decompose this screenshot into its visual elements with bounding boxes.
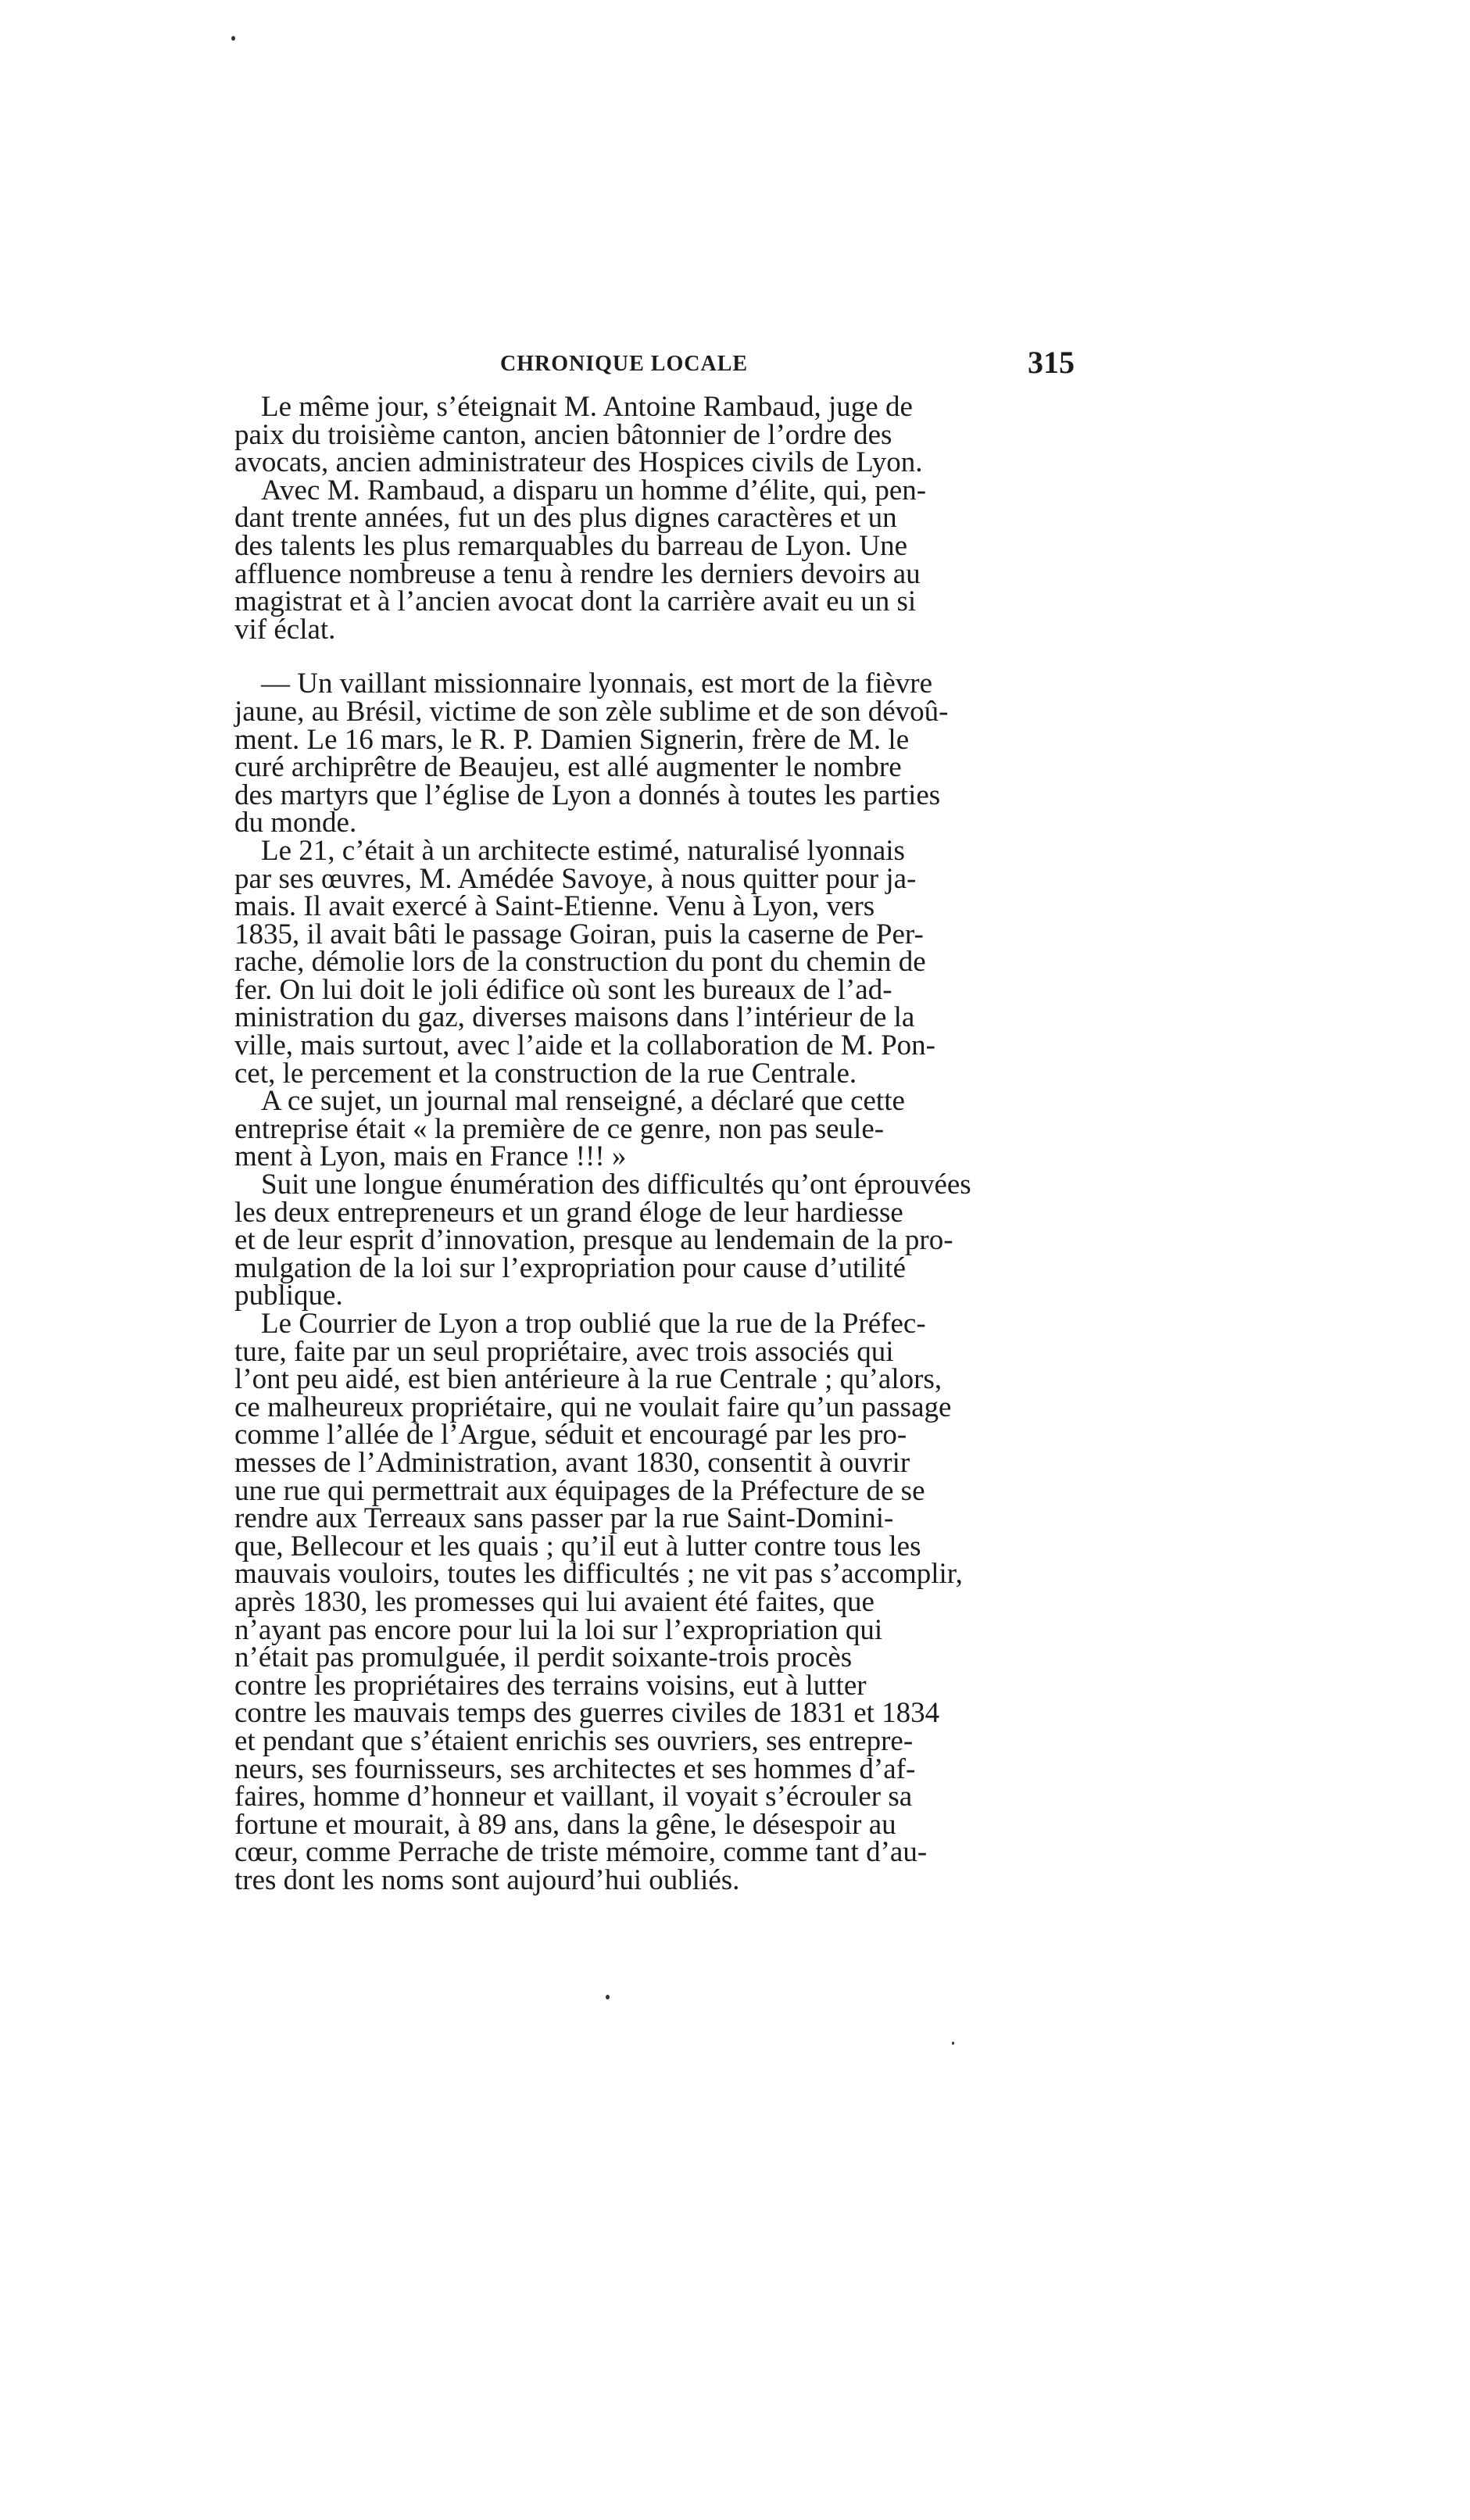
text-line: fortune et mourait, à 89 ans, dans la gêne, le désespoir au	[234, 1808, 896, 1841]
text-line: que, Bellecour et les quais ; qu’il eut à lutter contre tous les	[234, 1530, 921, 1562]
text-line: fer. On lui doit le joli édifice où sont les bureaux de l’ad-	[234, 973, 892, 1006]
paragraph	[234, 393, 1075, 477]
text-line: curé archiprêtre de Beaujeu, est allé augmenter le nombre	[234, 751, 902, 784]
paragraph-gap	[234, 643, 1075, 670]
paragraph	[234, 474, 1075, 646]
text-line: par ses œuvres, M. Amédée Savoye, à nous quitter pour ja-	[234, 862, 917, 895]
text-line: comme l’allée de l’Argue, séduit et encouragé par les pro-	[234, 1419, 907, 1452]
text-line: Le Courrier de Lyon a trop oublié que la rue de la Préfec-	[261, 1308, 926, 1340]
text-line: Le 21, c’était à un architecte estimé, naturalisé lyonnais	[261, 834, 905, 867]
text-line: après 1830, les promesses qui lui avaient été faites, que	[234, 1585, 874, 1618]
scan-speck	[231, 36, 235, 41]
text-line: une rue qui permettrait aux équipages de la Préfecture de se	[234, 1474, 925, 1507]
paragraph	[234, 1087, 1075, 1171]
paragraph	[234, 834, 1075, 1090]
paragraph	[234, 670, 1075, 837]
page-number: 315	[1028, 345, 1075, 380]
text-line: mais. Il avait exercé à Saint-Etienne. Venu à Lyon, vers	[234, 890, 875, 923]
text-line: Le même jour, s’éteignait M. Antoine Rambaud, juge de	[261, 391, 913, 423]
text-line: l’ont peu aidé, est bien antérieure à la rue Centrale ; qu’alors,	[234, 1363, 942, 1396]
scan-speck	[606, 1995, 610, 1999]
text-line: des martyrs que l’église de Lyon a donnés à toutes les parties	[234, 779, 941, 811]
text-line: Suit une longue énumération des difficultés qu’ont éprouvées	[261, 1169, 971, 1201]
text-line: et pendant que s’étaient enrichis ses ouvriers, ses entrepre-	[234, 1724, 914, 1757]
running-title: CHRONIQUE LOCALE	[500, 352, 749, 376]
text-line: rendre aux Terreaux sans passer par la rue Saint-Domini-	[234, 1502, 894, 1535]
text-line: faires, homme d’honneur et vaillant, il voyait s’écrouler sa	[234, 1781, 913, 1813]
text-line: dant trente années, fut un des plus dignes caractères et un	[234, 502, 897, 535]
text-line: avocats, ancien administrateur des Hospices civils de Lyon.	[234, 446, 923, 479]
text-line: ment. Le 16 mars, le R. P. Damien Signerin, frère de M. le	[234, 723, 910, 756]
text-line: entreprise était « la première de ce genre, non pas seule-	[234, 1112, 885, 1145]
text-line: publique.	[234, 1280, 343, 1312]
text-line: les deux entrepreneurs et un grand éloge de leur hardiesse	[234, 1196, 903, 1229]
text-line: cœur, comme Perrache de triste mémoire, comme tant d’au-	[234, 1836, 928, 1869]
text-line: vif éclat.	[234, 613, 336, 646]
text-line: ment à Lyon, mais en France !!! »	[234, 1140, 627, 1173]
text-line: cet, le percement et la construction de la rue Centrale.	[234, 1057, 857, 1090]
text-line: mauvais vouloirs, toutes les difficultés ; ne vit pas s’accomplir,	[234, 1558, 963, 1591]
text-line: ville, mais surtout, avec l’aide et la collaboration de M. Pon-	[234, 1029, 935, 1062]
text-line: et de leur esprit d’innovation, presque au lendemain de la pro-	[234, 1224, 953, 1257]
paragraph	[234, 1171, 1075, 1310]
text-line: ture, faite par un seul propriétaire, avec trois associés qui	[234, 1335, 894, 1368]
text-line: tres dont les noms sont aujourd’hui oubliés.	[234, 1863, 740, 1896]
text-line: paix du troisième canton, ancien bâtonnier de l’ordre des	[234, 418, 892, 451]
article-body	[234, 393, 1075, 1894]
text-line: n’ayant pas encore pour lui la loi sur l’expropriation qui	[234, 1613, 883, 1646]
text-line: mulgation de la loi sur l’expropriation pour cause d’utilité	[234, 1251, 907, 1284]
text-line: — Un vaillant missionnaire lyonnais, est mort de la fièvre	[261, 668, 933, 700]
text-line: messes de l’Administration, avant 1830, consentit à ouvrir	[234, 1446, 910, 1479]
text-line: neurs, ses fournisseurs, ses architectes et ses hommes d’af-	[234, 1752, 916, 1785]
text-line: des talents les plus remarquables du barreau de Lyon. Une	[234, 529, 908, 562]
text-line: rache, démolie lors de la construction du pont du chemin de	[234, 946, 926, 979]
text-line: n’était pas promulguée, il perdit soixante-trois procès	[234, 1641, 853, 1674]
text-line: du monde.	[234, 807, 357, 839]
text-line: contre les propriétaires des terrains voisins, eut à lutter	[234, 1669, 867, 1702]
text-line: contre les mauvais temps des guerres civiles de 1831 et 1834	[234, 1697, 940, 1730]
scan-speck	[952, 2042, 954, 2045]
text-line: A ce sujet, un journal mal renseigné, a déclaré que cette	[261, 1085, 905, 1118]
paragraph	[234, 1310, 1075, 1894]
text-line: ce malheureux propriétaire, qui ne voulait faire qu’un passage	[234, 1391, 952, 1423]
text-line: jaune, au Brésil, victime de son zèle sublime et de son dévoû-	[234, 695, 949, 728]
text-line: ministration du gaz, diverses maisons dans l’intérieur de la	[234, 1001, 915, 1034]
running-head	[234, 344, 1075, 391]
text-line: affluence nombreuse a tenu à rendre les derniers devoirs au	[234, 557, 921, 590]
text-line: 1835, il avait bâti le passage Goiran, puis la caserne de Per-	[234, 918, 924, 950]
text-line: magistrat et à l’ancien avocat dont la carrière avait eu un si	[234, 585, 917, 618]
text-line: Avec M. Rambaud, a disparu un homme d’élite, qui, pen-	[261, 474, 927, 507]
